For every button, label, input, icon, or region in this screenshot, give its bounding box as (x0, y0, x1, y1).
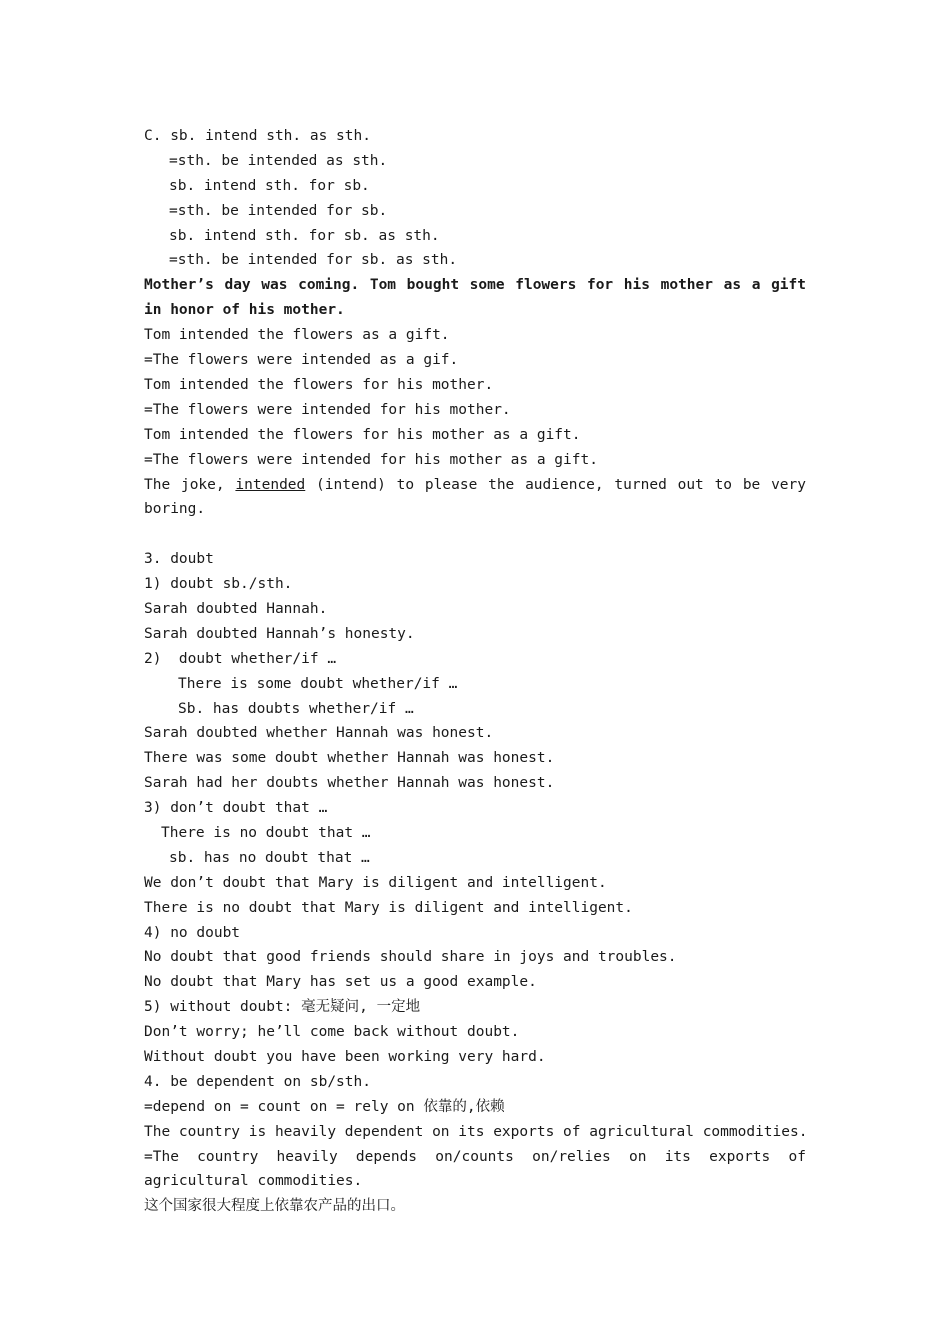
doubt-heading: 3. doubt (144, 551, 214, 568)
example-line: =The flowers were intended for his mother as a gift. (144, 451, 598, 468)
synonym-line: =depend on = count on = rely on 依靠的,依赖 (144, 1098, 505, 1115)
example-line: Without doubt you have been working very hard. (144, 1049, 546, 1066)
fill-in-exercise (144, 473, 806, 523)
exercise-text-after: (intend) to please the audience, turned out to be very boring. (144, 476, 806, 518)
example-line: There is no doubt that Mary is diligent and intelligent. (144, 899, 633, 916)
example-line: =The flowers were intended as a gif. (144, 352, 459, 369)
exercise-answer: intended (235, 476, 306, 493)
example-line: We don’t doubt that Mary is diligent and intelligent. (144, 874, 607, 891)
section-c-line: =sth. be intended for sb. as sth. (169, 252, 458, 269)
doubt-subheading: 4) no doubt (144, 924, 241, 941)
translation-line: 这个国家很大程度上依靠农产品的出口。 (144, 1198, 405, 1215)
example-line: Sarah doubted Hannah’s honesty. (144, 625, 415, 642)
example-line: Don’t worry; he’ll come back without doubt. (144, 1024, 520, 1041)
example-line: =The flowers were intended for his mother. (144, 401, 511, 418)
pattern-line: There is some doubt whether/if … (178, 675, 458, 692)
pattern-line: Sb. has doubts whether/if … (178, 700, 414, 717)
section-c-line: =sth. be intended for sb. (169, 202, 388, 219)
pattern-line: sb. has no doubt that … (169, 849, 370, 866)
example-line: No doubt that good friends should share in joys and troubles. (144, 949, 677, 966)
doubt-subheading: 3) don’t doubt that … (144, 800, 328, 817)
doubt-subheading: 1) doubt sb./sth. (144, 576, 293, 593)
dependent-heading: 4. be dependent on sb/sth. (144, 1073, 371, 1090)
doubt-subheading: 5) without doubt: 毫无疑问, 一定地 (144, 999, 421, 1016)
section-c-line: =sth. be intended as sth. (169, 152, 388, 169)
example-line: There was some doubt whether Hannah was honest. (144, 750, 555, 767)
document-page (144, 124, 806, 1219)
example-line: Sarah had her doubts whether Hannah was honest. (144, 775, 555, 792)
example-line: Sarah doubted whether Hannah was honest. (144, 725, 494, 742)
exercise-text-before: The joke, (144, 476, 236, 493)
example-bold-paragraph: Mother’s day was coming. Tom bought some flowers for his mother as a gift in honor of his mother. (144, 277, 806, 319)
example-line: Sarah doubted Hannah. (144, 600, 328, 617)
blank-line (144, 522, 806, 547)
example-line: Tom intended the flowers for his mother. (144, 376, 494, 393)
example-line: The country is heavily dependent on its exports of agricultural commodities. (144, 1123, 808, 1140)
example-line: Tom intended the flowers for his mother as a gift. (144, 426, 581, 443)
example-line: Tom intended the flowers as a gift. (144, 327, 450, 344)
section-c-line: sb. intend sth. for sb. as sth. (169, 227, 440, 244)
example-line: =The country heavily depends on/counts on/relies on its exports of agricultural commodities. (144, 1148, 806, 1190)
example-line: No doubt that Mary has set us a good example. (144, 974, 537, 991)
doubt-subheading: 2) doubt whether/if … (144, 650, 337, 667)
section-c-line: sb. intend sth. for sb. (169, 177, 370, 194)
section-c-heading: C. sb. intend sth. as sth. (144, 128, 371, 144)
pattern-line: There is no doubt that … (161, 825, 371, 841)
